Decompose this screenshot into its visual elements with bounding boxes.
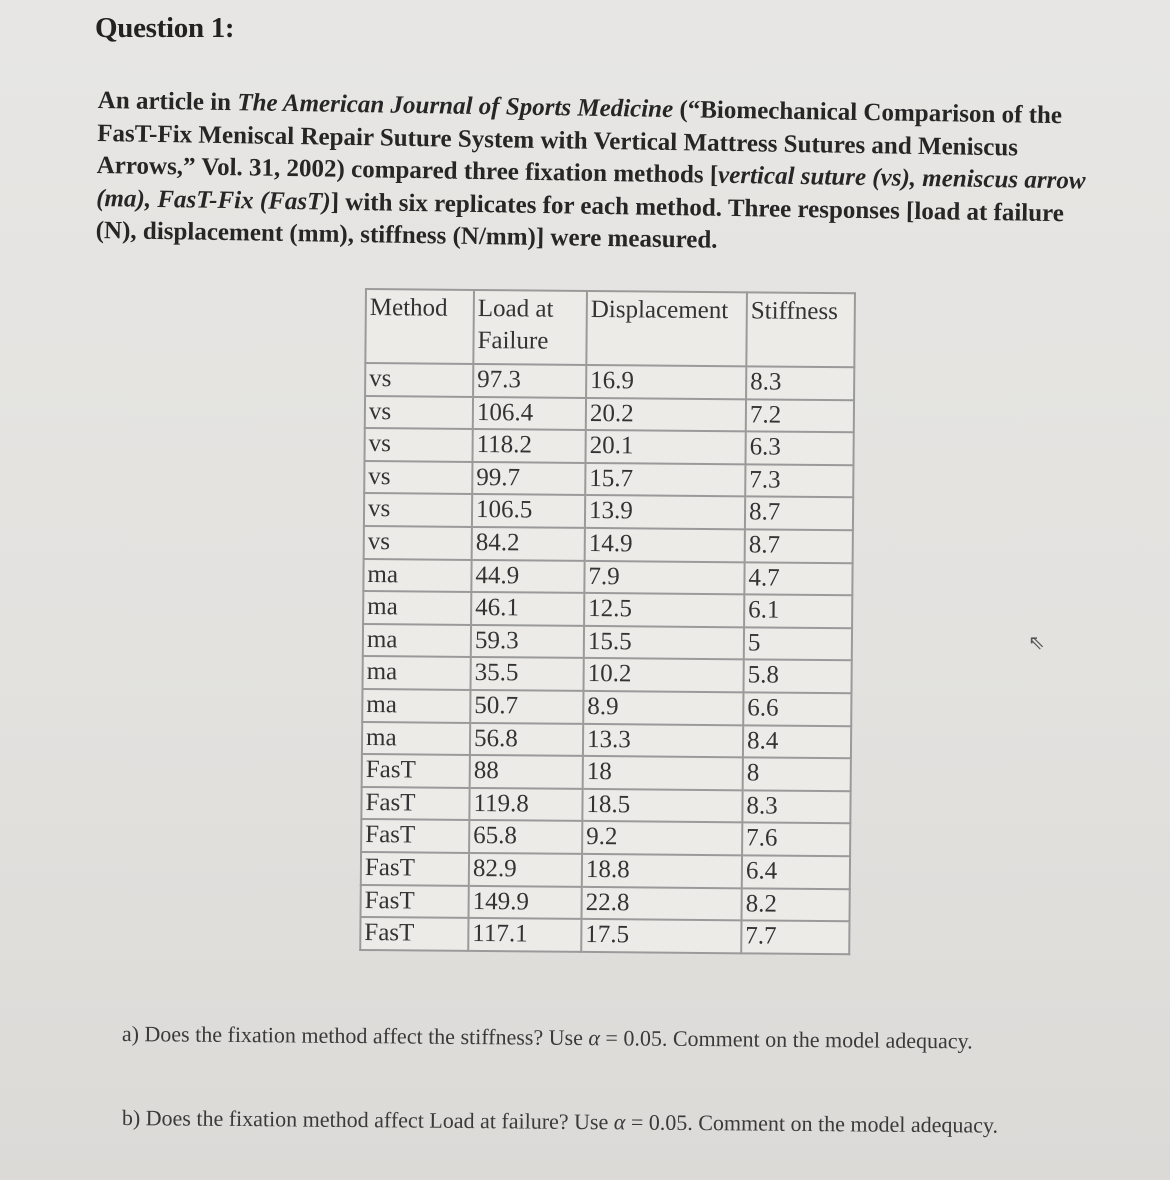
cell-method: FasT bbox=[361, 852, 469, 886]
cell-load-at-failure: 99.7 bbox=[472, 462, 585, 496]
cell-displacement: 20.2 bbox=[586, 398, 746, 432]
cell-method: FasT bbox=[361, 884, 469, 918]
cell-method: FasT bbox=[361, 787, 469, 821]
header-load-at-failure: Load at Failure bbox=[473, 290, 587, 365]
table-row bbox=[364, 526, 853, 563]
cell-stiffness: 8.4 bbox=[743, 725, 851, 759]
cell-displacement: 9.2 bbox=[582, 821, 742, 855]
cell-load-at-failure: 118.2 bbox=[472, 429, 585, 463]
cell-method: vs bbox=[365, 363, 473, 397]
cell-stiffness: 7.6 bbox=[742, 823, 850, 857]
table-row bbox=[365, 396, 854, 433]
cell-stiffness: 8.3 bbox=[742, 790, 850, 824]
part-b-text: b) Does the fixation method affect Load at failure? Use bbox=[121, 1105, 614, 1135]
table-row bbox=[361, 787, 850, 824]
cell-load-at-failure: 106.4 bbox=[473, 397, 586, 431]
cell-displacement: 15.7 bbox=[585, 463, 745, 497]
table-row bbox=[361, 852, 850, 889]
cell-load-at-failure: 35.5 bbox=[470, 657, 583, 691]
cell-method: FasT bbox=[362, 754, 470, 788]
cell-displacement: 20.1 bbox=[585, 430, 745, 464]
data-table bbox=[359, 288, 856, 955]
table-row bbox=[363, 624, 852, 661]
table-row bbox=[363, 656, 852, 693]
cell-load-at-failure: 106.5 bbox=[472, 494, 585, 528]
cell-method: vs bbox=[365, 396, 473, 430]
question-title: Question 1: bbox=[95, 12, 235, 44]
cell-displacement: 10.2 bbox=[583, 658, 743, 692]
cell-displacement: 15.5 bbox=[584, 626, 744, 660]
table-header-row bbox=[365, 289, 855, 367]
cell-method: vs bbox=[364, 428, 472, 462]
cell-stiffness: 8.7 bbox=[745, 497, 853, 531]
cell-load-at-failure: 44.9 bbox=[471, 560, 584, 594]
cell-load-at-failure: 88 bbox=[470, 755, 583, 789]
table-row bbox=[364, 428, 853, 465]
intro-text-2: (“Biomechanical Comparison of the FasT-Fix Meniscal Repair Suture System with Vertical Mattress Sutures and Meniscus Arrows,” Vol. 31, 2002) compared three fixation methods [ bbox=[96, 96, 1063, 189]
cell-stiffness: 6.6 bbox=[743, 692, 851, 726]
cell-method: ma bbox=[363, 656, 471, 690]
cell-load-at-failure: 56.8 bbox=[470, 722, 583, 756]
cell-stiffness: 6.4 bbox=[742, 855, 850, 889]
table-row bbox=[362, 722, 851, 759]
cell-displacement: 13.9 bbox=[585, 495, 745, 529]
cell-displacement: 13.3 bbox=[583, 723, 743, 757]
table-row bbox=[363, 591, 852, 628]
cell-method: vs bbox=[364, 526, 472, 560]
cell-load-at-failure: 97.3 bbox=[473, 364, 586, 398]
cell-stiffness: 5 bbox=[744, 627, 852, 661]
part-b-text-end: . Comment on the model adequacy. bbox=[687, 1109, 999, 1138]
journal-name: The American Journal of Sports Medicine bbox=[237, 89, 674, 124]
cell-displacement: 17.5 bbox=[581, 919, 741, 953]
alpha-symbol: α bbox=[613, 1109, 626, 1135]
cell-load-at-failure: 46.1 bbox=[471, 592, 584, 626]
data-table-container bbox=[359, 288, 856, 955]
cell-load-at-failure: 119.8 bbox=[469, 788, 582, 822]
cell-load-at-failure: 84.2 bbox=[472, 527, 585, 561]
table-row bbox=[365, 363, 854, 400]
table-row bbox=[360, 917, 849, 954]
table-row bbox=[362, 689, 851, 726]
cell-stiffness: 7.7 bbox=[741, 920, 849, 954]
pointer-cursor-icon: ⇖ bbox=[1028, 630, 1045, 654]
cell-method: vs bbox=[364, 461, 472, 495]
alpha-symbol: α bbox=[588, 1025, 601, 1051]
cell-method: ma bbox=[363, 624, 471, 658]
cell-load-at-failure: 65.8 bbox=[469, 820, 582, 854]
method-list: vertical suture (vs), meniscus arrow (ma), FasT-Fix (FasT) bbox=[96, 161, 1086, 216]
question-part-b bbox=[122, 1104, 1042, 1140]
cell-displacement: 14.9 bbox=[585, 528, 745, 562]
cell-stiffness: 8.3 bbox=[746, 366, 854, 400]
cell-method: FasT bbox=[360, 917, 468, 951]
intro-text-3: ] with six replicates for each method. Three responses [load at failure (N), displacement (mm), stiffness (N/mm)] were measured. bbox=[95, 188, 1065, 254]
cell-displacement: 18.5 bbox=[582, 789, 742, 823]
cell-displacement: 7.9 bbox=[584, 560, 744, 594]
cell-displacement: 22.8 bbox=[582, 886, 742, 920]
cell-method: ma bbox=[363, 559, 471, 593]
cell-load-at-failure: 117.1 bbox=[468, 918, 581, 952]
question-intro bbox=[95, 85, 1107, 263]
cell-stiffness: 8 bbox=[743, 757, 851, 791]
cell-displacement: 8.9 bbox=[583, 691, 743, 725]
question-part-a bbox=[122, 1020, 1042, 1056]
table-row bbox=[363, 559, 852, 596]
part-a-text: a) Does the fixation method affect the stiffness? Use bbox=[121, 1020, 589, 1051]
cell-load-at-failure: 82.9 bbox=[469, 853, 582, 887]
part-a-text-end: . Comment on the model adequacy. bbox=[661, 1025, 973, 1054]
table-row bbox=[364, 461, 853, 498]
cell-stiffness: 8.7 bbox=[745, 529, 853, 563]
part-a-alpha-value: = 0.05 bbox=[599, 1025, 663, 1051]
cell-load-at-failure: 50.7 bbox=[470, 690, 583, 724]
table-row bbox=[361, 884, 850, 921]
cell-stiffness: 7.3 bbox=[745, 464, 853, 498]
cell-stiffness: 6.3 bbox=[745, 432, 853, 466]
cell-method: ma bbox=[362, 722, 470, 756]
intro-text-1: An article in bbox=[97, 86, 238, 117]
cell-method: vs bbox=[364, 493, 472, 527]
table-body bbox=[360, 363, 854, 954]
cell-displacement: 12.5 bbox=[584, 593, 744, 627]
cell-stiffness: 7.2 bbox=[746, 399, 854, 433]
cell-stiffness: 4.7 bbox=[744, 562, 852, 596]
table-row bbox=[362, 754, 851, 791]
header-method: Method bbox=[365, 289, 474, 364]
table-row bbox=[361, 819, 850, 856]
cell-method: ma bbox=[363, 591, 471, 625]
header-displacement: Displacement bbox=[586, 291, 747, 366]
cell-method: FasT bbox=[361, 819, 469, 853]
table-row bbox=[364, 493, 853, 530]
cell-displacement: 16.9 bbox=[586, 365, 746, 399]
cell-displacement: 18 bbox=[583, 756, 743, 790]
part-b-alpha-value: = 0.05 bbox=[625, 1109, 688, 1135]
cell-stiffness: 5.8 bbox=[743, 660, 851, 694]
cell-load-at-failure: 59.3 bbox=[471, 625, 584, 659]
cell-stiffness: 6.1 bbox=[744, 594, 852, 628]
cell-method: ma bbox=[362, 689, 470, 723]
cell-stiffness: 8.2 bbox=[741, 888, 849, 922]
cell-load-at-failure: 149.9 bbox=[469, 885, 582, 919]
header-stiffness: Stiffness bbox=[746, 292, 855, 367]
cell-displacement: 18.8 bbox=[582, 854, 742, 888]
